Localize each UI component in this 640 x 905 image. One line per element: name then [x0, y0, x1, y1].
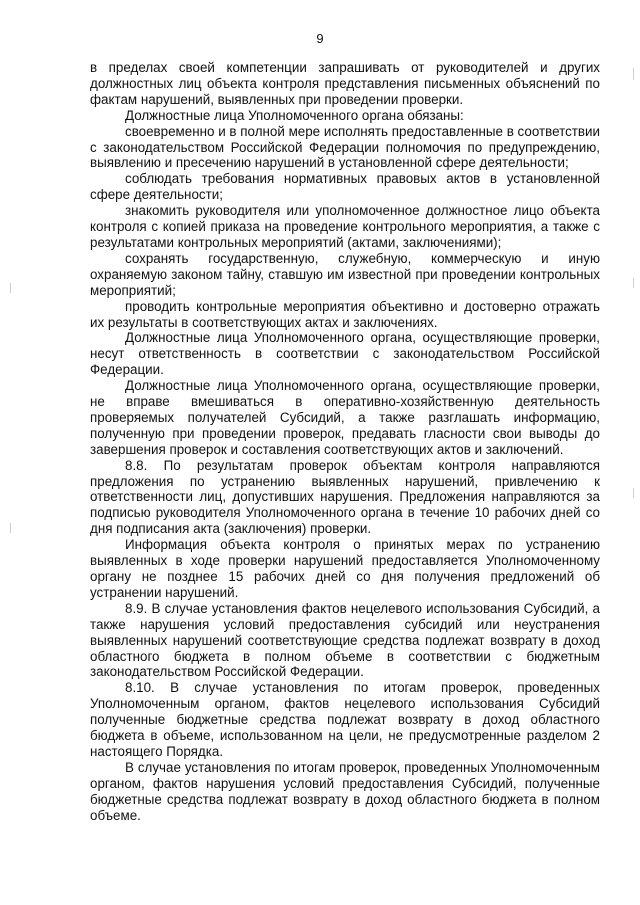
scan-edge-mark — [10, 283, 11, 293]
paragraph: в пределах своей компетенции запрашивать от руководителей и других должностных лиц объекта контроля представления письменных объяснений по фактам нарушений, выявленных при проведении проверки. — [90, 60, 600, 107]
paragraph: 8.8. По результатам проверок объектам контроля направляются предложения по устранению выявленных нарушений, привлечению к ответственности лиц, допустивших нарушения. Предложения направляются за подписью руководителя Уполномоченного органа в течение 10 рабочих дней со дня подписания акта (заключения) проверки. — [90, 457, 600, 537]
scan-edge-mark — [633, 68, 634, 80]
paragraph: В случае установления по итогам проверок, проведенных Уполномоченным органом, фактов нарушения условий предоставления Субсидий, полученные бюджетные средства подлежат возврату в доход областного бюджета в полном объеме. — [90, 759, 600, 823]
scan-edge-mark — [633, 488, 634, 498]
paragraph: Должностные лица Уполномоченного органа, осуществляющие проверки, несут ответственность в соответствии с законодательством Российской Федерации. — [90, 330, 600, 378]
scan-edge-mark — [633, 278, 634, 288]
scan-edge-mark — [10, 523, 11, 533]
paragraph: сохранять государственную, служебную, коммерческую и иную охраняемую законом тайну, ставшую им известной при проведении контрольных мероприятий; — [90, 250, 600, 298]
paragraph: Информация объекта контроля о принятых мерах по устранению выявленных в ходе проверки нарушений предоставляется Уполномоченному органу не позднее 15 рабочих дней со дня получения предложений об устранении нарушений. — [90, 537, 600, 600]
document-body — [90, 60, 600, 824]
paragraph: Должностные лица Уполномоченного органа, осуществляющие проверки, не вправе вмешиваться в оперативно-хозяйственную деятельность проверяемых получателей Субсидий, а также разглашать информацию, полученную при проведении проверок, предавать гласности свои выводы до завершения проверок и составления соответствующих актов и заключений. — [90, 378, 600, 457]
paragraph: Должностные лица Уполномоченного органа обязаны: — [125, 107, 464, 123]
paragraph: проводить контрольные мероприятия объективно и достоверно отражать их результаты в соответствующих актах и заключениях. — [90, 298, 600, 330]
paragraph: знакомить руководителя или уполномоченное должностное лицо объекта контроля с копией приказа на проведение контрольного мероприятия, а также с результатами контрольных мероприятий (актами, заключениями); — [90, 203, 600, 250]
paragraph: своевременно и в полной мере исполнять предоставленные в соответствии с законодательством Российской Федерации полномочия по предупреждению, выявлению и пресечению нарушений в установленной сфере деятельности; — [90, 123, 600, 171]
paragraph: 8.9. В случае установления фактов нецелевого использования Субсидий, а также нарушения условий предоставления субсидий или неустранения выявленных нарушений соответствующие средства подлежат возврату в доход областного бюджета в полном объеме в соответствии с бюджетным законодательством Российской Федерации. — [90, 600, 600, 680]
paragraph: 8.10. В случае установления по итогам проверок, проведенных Уполномоченным органом, фактов нецелевого использования Субсидий полученные бюджетные средства подлежат возврату в доход областного бюджета в объеме, использованном на цели, не предусмотренные разделом 2 настоящего Порядка. — [90, 680, 600, 759]
paragraph: соблюдать требования нормативных правовых актов в установленной сфере деятельности; — [90, 171, 600, 203]
page-number: 9 — [316, 31, 324, 46]
